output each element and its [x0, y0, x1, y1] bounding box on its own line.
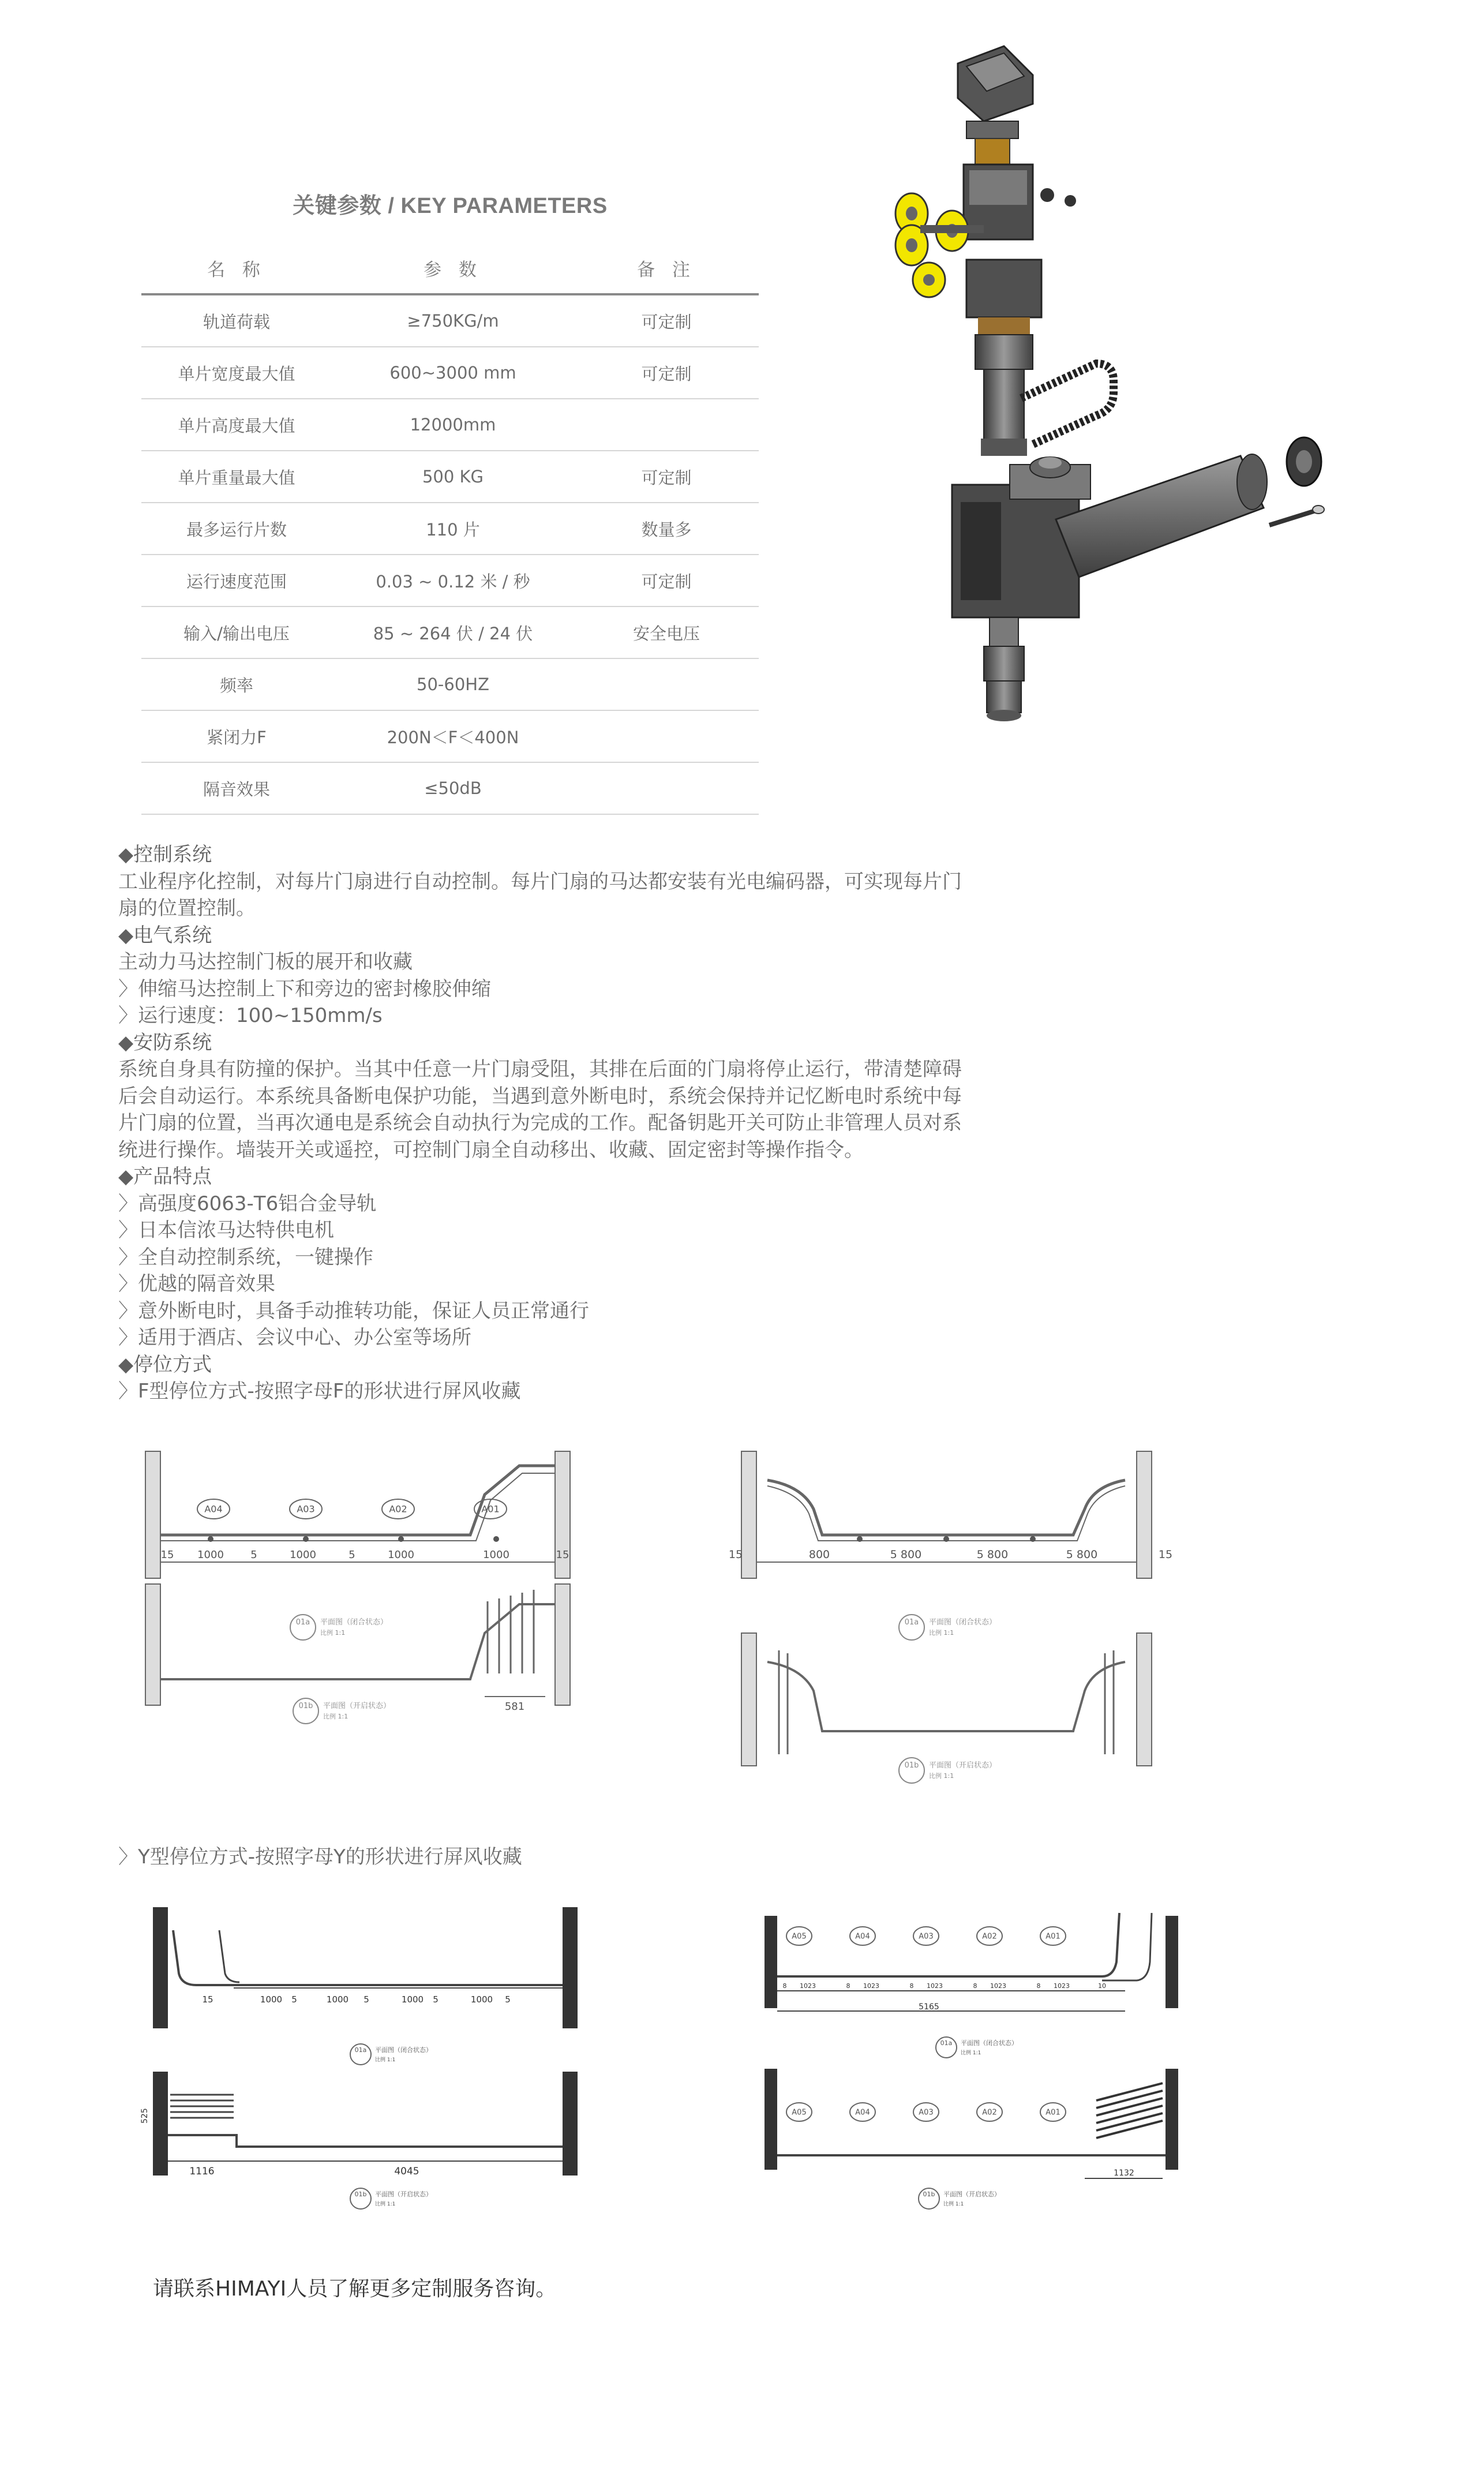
param-name: 最多运行片数 — [141, 503, 332, 555]
y-type-title: 〉Y型停位方式-按照字母Y的形状进行屏风收藏 — [118, 1845, 522, 1869]
view-label: 平面图（开启状态） — [323, 1702, 391, 1710]
dimension-label: 8 — [1036, 1982, 1041, 1990]
dimension-left: 1116 — [189, 2166, 215, 2177]
param-name: 单片重量最大值 — [141, 451, 332, 503]
description-line: 〉运行速度：100~150mm/s — [118, 1004, 383, 1027]
dimension-label: 15 — [202, 1994, 213, 2005]
view-number: 01a — [904, 1618, 919, 1627]
param-note: 可定制 — [574, 294, 759, 347]
param-note — [574, 399, 759, 451]
dimension-label: 8 — [909, 1982, 914, 1990]
section-heading: ◆电气系统 — [118, 923, 212, 947]
dimension-label: 15 — [1158, 1548, 1173, 1561]
param-name: 隔音效果 — [141, 762, 332, 814]
description-line: 〉高强度6063-T6铝合金导轨 — [118, 1192, 377, 1215]
motor-cylinder — [1056, 437, 1324, 577]
dimension-label: 1000 — [326, 1994, 349, 2005]
dimension-label: 10 — [1098, 1982, 1106, 1990]
param-value: 500 KG — [332, 451, 574, 503]
table-body — [141, 294, 759, 814]
view-scale: 比例 1:1 — [323, 1713, 348, 1720]
drive-belt — [1021, 364, 1114, 444]
parameter-table — [141, 242, 759, 815]
panel-label: A01 — [481, 1503, 500, 1515]
dimension-label: 1000 — [470, 1994, 493, 2005]
dimension-label: 5 — [291, 1994, 297, 2005]
dimension-label: 5 800 — [1066, 1548, 1098, 1561]
view-scale: 比例 1:1 — [375, 2057, 396, 2063]
view-number: 01b — [923, 2191, 935, 2198]
view-number: 01a — [354, 2046, 367, 2054]
dimension-label: 1000 — [483, 1549, 509, 1561]
middle-block — [966, 260, 1041, 456]
panel-label: A05 — [792, 1932, 807, 1941]
view-number: 01b — [298, 1702, 313, 1710]
panel-label: A04 — [855, 1932, 870, 1941]
header-note: 备 注 — [574, 242, 759, 294]
dimension-label: 1000 — [260, 1994, 283, 2005]
description-line: 扇的位置控制。 — [118, 897, 256, 920]
panel-label: A04 — [855, 2108, 870, 2117]
y-type-left-closed-plan — [147, 1899, 597, 2083]
panel-labels — [786, 2103, 1066, 2121]
param-value: 0.03 ~ 0.12 米 / 秒 — [332, 555, 574, 606]
description-line: 工业程序化控制，对每片门扇进行自动控制。每片门扇的马达都安装有光电编码器，可实现每片门 — [118, 870, 962, 893]
panel-label: A04 — [204, 1503, 223, 1515]
dimension-labels — [729, 1548, 1172, 1561]
view-scale: 比例 1:1 — [961, 2050, 981, 2056]
description-line: 主动力马达控制门板的展开和收藏 — [118, 950, 413, 973]
description-line: 〉优越的隔音效果 — [118, 1272, 275, 1295]
panel-label: A02 — [389, 1503, 407, 1515]
dimension-label: 1000 — [401, 1994, 424, 2005]
view-label: 平面图（闭合状态） — [929, 1618, 997, 1627]
description-line: 片门扇的位置，当再次通电是系统会自动执行为完成的工作。配备钥匙开关可防止非管理人员对系 — [118, 1111, 962, 1134]
param-note — [574, 762, 759, 814]
header-value: 参 数 — [332, 242, 574, 294]
description-line: 〉日本信浓马达特供电机 — [118, 1219, 334, 1242]
dimension-label: 5 — [250, 1549, 257, 1561]
panel-label: A02 — [982, 2108, 997, 2117]
param-note: 可定制 — [574, 347, 759, 399]
dimension-label: 5 — [505, 1994, 511, 2005]
param-value: ≤50dB — [332, 762, 574, 814]
param-name: 轨道荷载 — [141, 294, 332, 347]
view-label: 平面图（闭合状态） — [375, 2046, 432, 2054]
param-value: 110 片 — [332, 503, 574, 555]
table-row — [141, 555, 759, 606]
param-value: 12000mm — [332, 399, 574, 451]
description-line: 后会自动运行。本系统具备断电保护功能，当遇到意外断电时，系统会保持并记忆断电时系统中每 — [118, 1084, 962, 1108]
table-row — [141, 347, 759, 399]
panel-label: A02 — [982, 1932, 997, 1941]
f-type-open-plan — [138, 1578, 577, 1740]
description-line: 〉全自动控制系统，一键操作 — [118, 1245, 373, 1269]
table-row — [141, 294, 759, 347]
param-note: 数量多 — [574, 503, 759, 555]
view-scale: 比例 1:1 — [929, 1629, 954, 1637]
description-line: 〉F型停位方式-按照字母F的形状进行屏风收藏 — [118, 1380, 521, 1403]
param-name: 紧闭力F — [141, 710, 332, 762]
table-row — [141, 762, 759, 814]
param-value: 85 ~ 264 伏 / 24 伏 — [332, 606, 574, 658]
panel-label: A03 — [919, 1932, 934, 1941]
dimension-labels — [783, 1982, 1107, 1990]
param-value: 200N＜F＜400N — [332, 710, 574, 762]
dimension-label: 1023 — [927, 1982, 943, 1990]
section-heading: ◆停位方式 — [118, 1353, 212, 1376]
view-number: 01a — [295, 1618, 310, 1627]
param-name: 运行速度范围 — [141, 555, 332, 606]
section-heading: ◆安防系统 — [118, 1031, 212, 1054]
y-type-left-open-plan — [136, 2060, 597, 2222]
description-line: 系统自身具有防撞的保护。当其中任意一片门扇受阻，其排在后面的门扇将停止运行，带清楚障碍 — [118, 1058, 962, 1081]
view-scale: 比例 1:1 — [320, 1629, 346, 1637]
view-label: 平面图（闭合状态） — [961, 2039, 1018, 2047]
view-number: 01b — [904, 1761, 919, 1770]
table-row — [141, 503, 759, 555]
dimension-label: 1023 — [1054, 1982, 1070, 1990]
param-note: 可定制 — [574, 555, 759, 606]
table-row — [141, 710, 759, 762]
u-type-open-plan — [721, 1627, 1183, 1800]
top-carriage — [958, 46, 1076, 239]
section-heading: ◆产品特点 — [118, 1165, 212, 1188]
params-title: 关键参数 / KEY PARAMETERS — [293, 194, 608, 218]
dimension-label: 8 — [973, 1982, 977, 1990]
section-heading: ◆控制系统 — [118, 843, 212, 866]
param-value: 50-60HZ — [332, 658, 574, 710]
dimension-label: 5 800 — [976, 1548, 1009, 1561]
param-value: ≥750KG/m — [332, 294, 574, 347]
u-type-closed-plan — [721, 1440, 1183, 1659]
description-line: 〉伸缩马达控制上下和旁边的密封橡胶伸缩 — [118, 977, 491, 1001]
dimension-label: 1000 — [290, 1549, 316, 1561]
table-header-row — [141, 242, 759, 294]
dimension-open: 1132 — [1114, 2169, 1134, 2178]
description-line: 统进行操作。墙装开关或遥控，可控制门扇全自动移出、收藏、固定密封等操作指令。 — [118, 1138, 864, 1162]
bottom-shaft — [984, 617, 1024, 721]
table-row — [141, 606, 759, 658]
y-type-right-open-plan — [756, 2057, 1183, 2222]
dimension-label: 1023 — [800, 1982, 816, 1990]
view-number: 01b — [354, 2191, 367, 2198]
header-name: 名 称 — [141, 242, 332, 294]
dimension-label: 1023 — [863, 1982, 879, 1990]
param-name: 频率 — [141, 658, 332, 710]
param-value: 600~3000 mm — [332, 347, 574, 399]
view-label: 平面图（开启状态） — [929, 1761, 997, 1770]
param-note — [574, 710, 759, 762]
dimension-total: 5165 — [919, 2002, 939, 2012]
dimension-label: 8 — [782, 1982, 787, 1990]
panel-label: A03 — [919, 2108, 934, 2117]
dimension-label: 5 — [433, 1994, 439, 2005]
panel-labels — [197, 1499, 507, 1519]
description-line: 〉适用于酒店、会议中心、办公室等场所 — [118, 1326, 471, 1349]
table-row — [141, 399, 759, 451]
view-number: 01a — [940, 2039, 953, 2047]
panel-label: A01 — [1045, 2108, 1060, 2117]
dimension-label: 800 — [808, 1548, 830, 1561]
dimension-labels — [202, 1994, 510, 2005]
dimension-open: 581 — [504, 1701, 525, 1713]
description-line: 〉意外断电时，具备手动推转功能，保证人员正常通行 — [118, 1299, 589, 1323]
param-note: 可定制 — [574, 451, 759, 503]
view-label: 平面图（开启状态） — [375, 2191, 432, 2198]
panel-labels — [786, 1927, 1066, 1945]
dimension-label: 5 800 — [890, 1548, 922, 1561]
panel-label: A05 — [792, 2108, 807, 2117]
view-scale: 比例 1:1 — [375, 2201, 396, 2207]
dimension-labels — [161, 1549, 569, 1561]
dimension-label: 15 — [556, 1549, 569, 1561]
dimension-label: 5 — [348, 1549, 355, 1561]
dimension-label: 1023 — [990, 1982, 1006, 1990]
dimension-label: 15 — [160, 1549, 174, 1561]
table-row — [141, 451, 759, 503]
y-type-right-closed-plan — [756, 1899, 1183, 2072]
dimension-label: 8 — [846, 1982, 850, 1990]
panel-label: A03 — [297, 1503, 315, 1515]
panel-label: A01 — [1045, 1932, 1060, 1941]
description-text — [118, 841, 962, 1405]
param-name: 单片宽度最大值 — [141, 347, 332, 399]
table-row — [141, 658, 759, 710]
param-name: 输入/输出电压 — [141, 606, 332, 658]
dimension-main: 4045 — [394, 2166, 419, 2177]
contact-note: 请联系HIMAYI人员了解更多定制服务咨询。 — [153, 2277, 557, 2301]
dimension-label: 1000 — [197, 1549, 224, 1561]
param-note — [574, 658, 759, 710]
dimension-side: 525 — [140, 2108, 149, 2124]
view-scale: 比例 1:1 — [943, 2201, 964, 2207]
dimension-label: 5 — [363, 1994, 369, 2005]
dimension-label: 15 — [728, 1548, 743, 1561]
view-label: 平面图（闭合状态） — [320, 1618, 388, 1627]
dimension-label: 1000 — [388, 1549, 414, 1561]
view-label: 平面图（开启状态） — [943, 2191, 1000, 2198]
param-name: 单片高度最大值 — [141, 399, 332, 451]
view-scale: 比例 1:1 — [929, 1772, 954, 1780]
param-note: 安全电压 — [574, 606, 759, 658]
motor-assembly-illustration — [865, 40, 1362, 739]
